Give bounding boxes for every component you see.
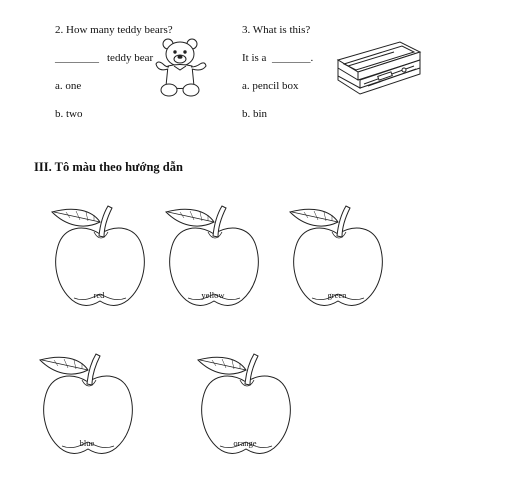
q2-answer-blank[interactable]: ________	[55, 52, 99, 64]
pencil-box-icon	[334, 38, 424, 100]
q2-option-a[interactable]: a. one	[55, 80, 82, 92]
q2-answer-suffix: teddy bear	[107, 52, 154, 64]
apple-color-label: green	[327, 290, 347, 300]
apple-color-label: red	[93, 290, 105, 300]
apple-outline-0[interactable]	[44, 202, 154, 312]
q3-option-a[interactable]: a. pencil box	[242, 80, 299, 92]
q3-answer-blank[interactable]: _______.	[272, 52, 314, 64]
q2-option-b[interactable]: b. two	[55, 108, 83, 120]
apple-outline-1[interactable]	[158, 202, 268, 312]
apple-outline-4[interactable]	[190, 350, 300, 460]
section-title: III. Tô màu theo hướng dẫn	[34, 160, 183, 174]
apple-color-label: orange	[233, 438, 257, 448]
q3-question: 3. What is this?	[242, 24, 311, 36]
apple-color-label: yellow	[201, 290, 225, 300]
q2-question: 2. How many teddy bears?	[55, 24, 173, 36]
q3-option-b[interactable]: b. bin	[242, 108, 268, 120]
q3-prompt: It is a	[242, 52, 267, 64]
teddy-bear-icon	[154, 36, 210, 100]
apple-color-label: blue	[79, 438, 95, 448]
apple-outline-2[interactable]	[282, 202, 392, 312]
apple-outline-3[interactable]	[32, 350, 142, 460]
